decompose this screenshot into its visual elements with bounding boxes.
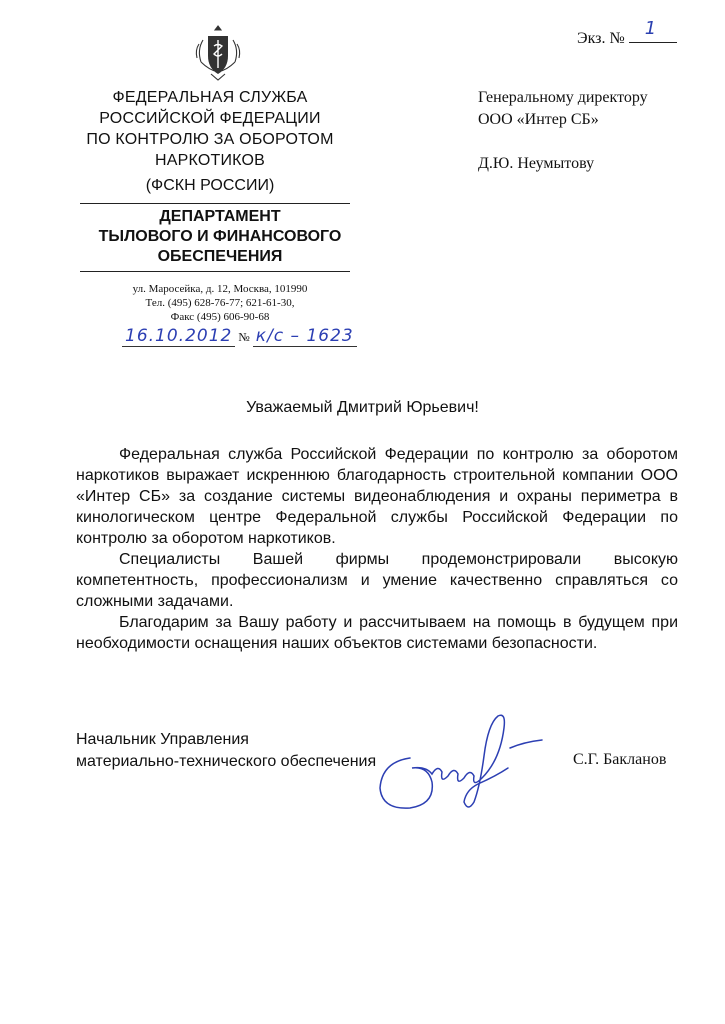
address-line: ул. Маросейка, д. 12, Москва, 101990 (132, 283, 308, 295)
dept-line: ТЫЛОВОГО И ФИНАНСОВОГО (98, 228, 342, 245)
org-abbreviation: (ФСКН РОССИИ) (145, 177, 275, 194)
address-line: Тел. (495) 628-76-77; 621-61-30, (145, 297, 295, 309)
copy-number-value: 1 (644, 18, 657, 39)
org-line: ФЕДЕРАЛЬНАЯ СЛУЖБА (112, 89, 308, 106)
recipient-line: Генеральному директору (478, 89, 648, 106)
address-block (80, 282, 360, 324)
greeting: Уважаемый Дмитрий Юрьевич! (246, 399, 479, 416)
header-rule-bottom (80, 271, 350, 272)
body-paragraph: Федеральная служба Российской Федерации по контролю за оборотом наркотиков выражает искреннюю благодарность строительной компании ООО «Интер СБ» за создание системы видеонаблюдения и охраны периметра в кинологическом центре Федеральной службы Российской Федерации по контролю за оборотом наркотиков. (76, 446, 678, 547)
registration-number-label: № (238, 330, 250, 344)
header-rule-top (80, 203, 350, 204)
dept-line: ОБЕСПЕЧЕНИЯ (157, 248, 283, 265)
address-line: Факс (495) 606-90-68 (170, 311, 270, 323)
signatory-title-line: Начальник Управления (76, 731, 249, 748)
recipient-line: ООО «Интер СБ» (478, 111, 599, 128)
org-line: ПО КОНТРОЛЮ ЗА ОБОРОТОМ (86, 131, 334, 148)
registration-line (122, 326, 357, 347)
recipient-name: Д.Ю. Неумытову (478, 155, 595, 172)
registration-date: 16.10.2012 (122, 326, 235, 347)
recipient-block (478, 87, 648, 175)
signatory-title (76, 729, 376, 773)
body-paragraph: Благодарим за Вашу работу и рассчитываем на помощь в будущем при необходимости оснащения наших объектов системами безопасности. (76, 614, 678, 652)
org-line: НАРКОТИКОВ (154, 152, 265, 169)
copy-number-label: Экз. № (577, 30, 625, 47)
emblem-icon (193, 22, 243, 84)
department-name (60, 207, 380, 267)
body-paragraph: Специалисты Вашей фирмы продемонстрировали высокую компетентность, профессионализм и умение качественно справляться со сложными задачами. (76, 551, 678, 610)
org-name (60, 87, 360, 171)
letter-body (76, 444, 678, 654)
copy-number (577, 18, 677, 48)
handwritten-signature (370, 708, 545, 818)
org-line: РОССИЙСКОЙ ФЕДЕРАЦИИ (99, 110, 321, 127)
registration-number: к/с – 1623 (253, 326, 357, 347)
signatory-title-line: материально-технического обеспечения (76, 753, 377, 770)
dept-line: ДЕПАРТАМЕНТ (159, 208, 281, 225)
signatory-name: С.Г. Бакланов (573, 751, 667, 768)
